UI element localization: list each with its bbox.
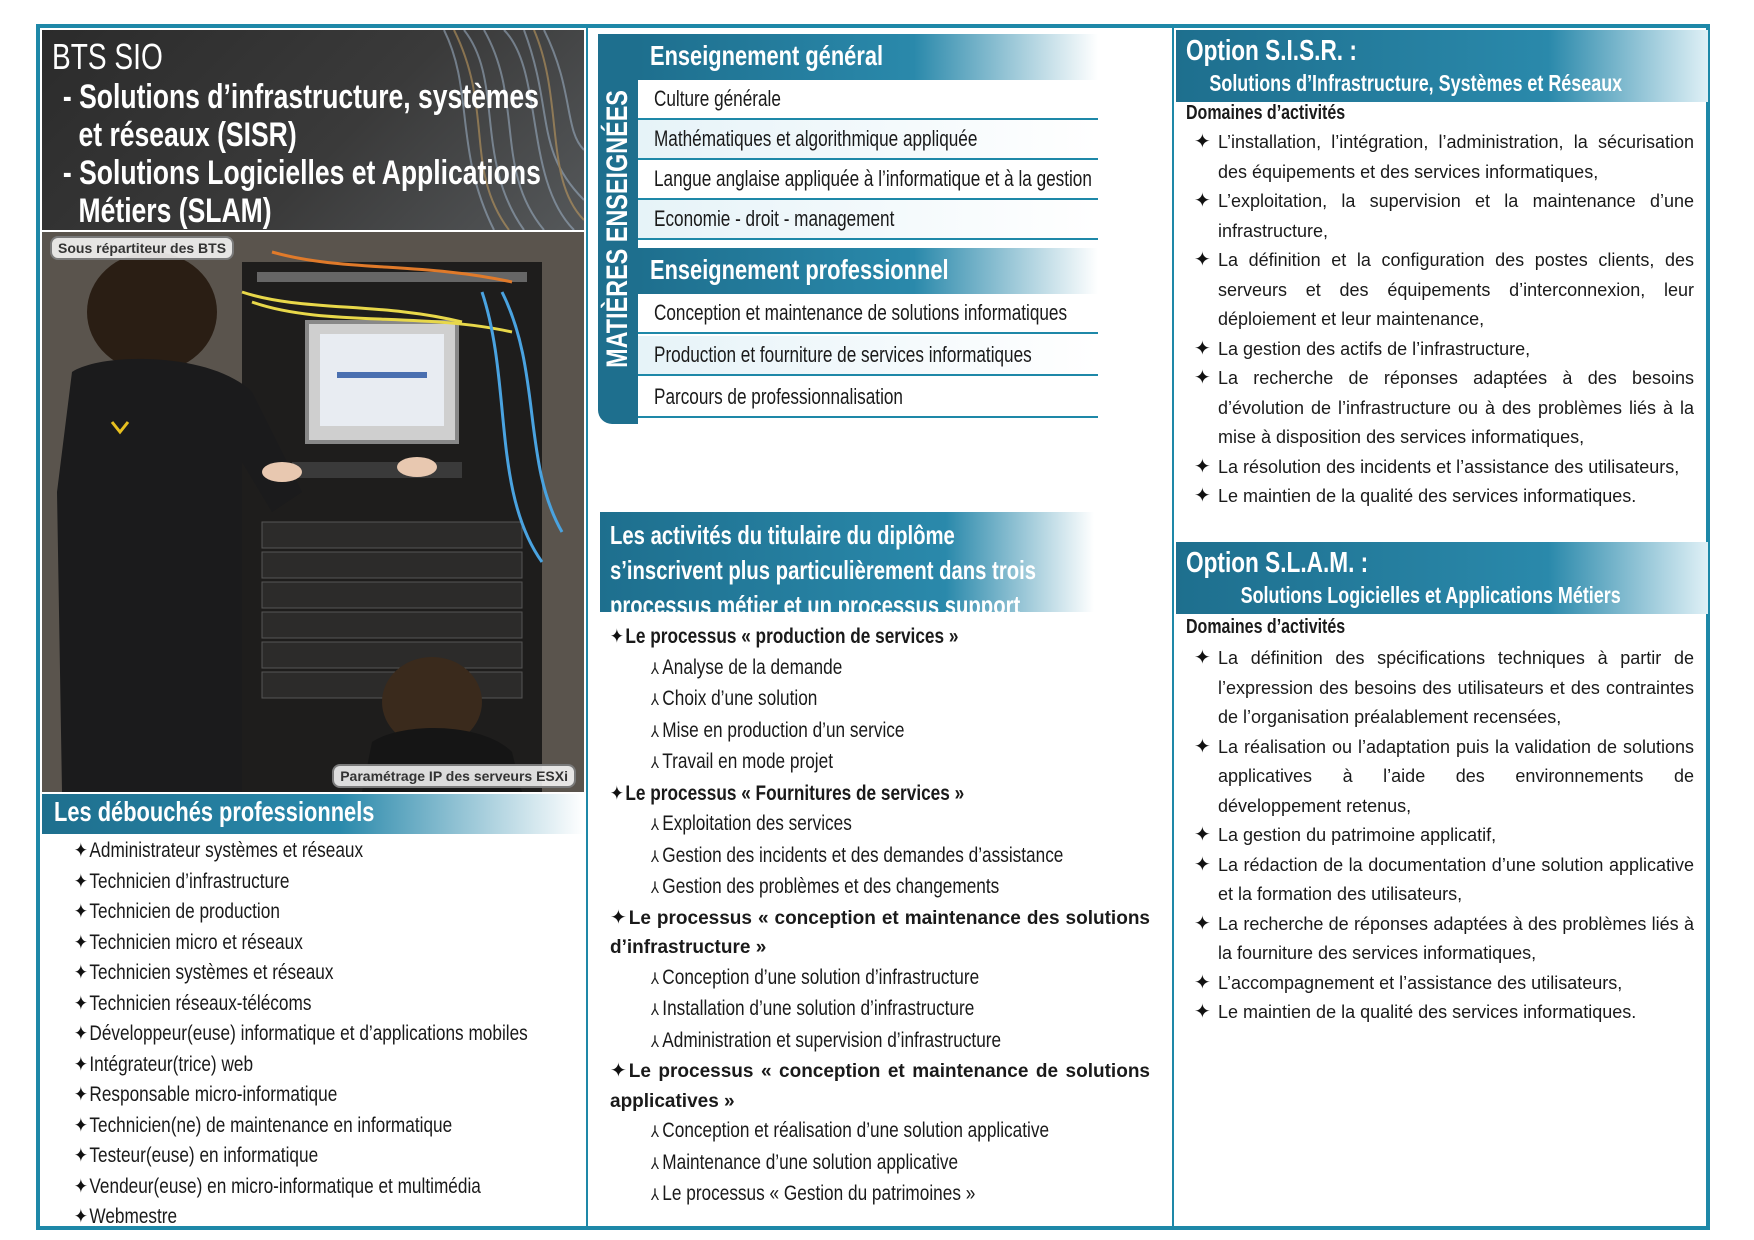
star-bullet-icon: ✦ [1194, 912, 1211, 935]
activity-item [1194, 128, 1694, 187]
list-item-text: Technicien de production [89, 900, 280, 923]
list-item [74, 1111, 528, 1142]
hero-line: Métiers (SLAM) [78, 192, 272, 230]
sisr-domaines-label: Domaines d’activités [1186, 102, 1346, 124]
processus-item [610, 963, 1061, 995]
photo-illustration [42, 232, 584, 792]
star-bullet-icon: ✦ [1194, 824, 1211, 846]
subject-row [638, 378, 1098, 418]
activites-heading-line: processus métier et un processus support [610, 590, 1021, 620]
subject-label: Mathématiques et algorithmique appliquée [654, 126, 978, 151]
triangle-bullet-icon: ⅄ [651, 660, 660, 678]
star-bullet-icon: ✦ [74, 1053, 88, 1076]
processus-heading-text: Le processus « conception et maintenance des solutions d’infrastructure » [610, 907, 1150, 958]
activity-item [1194, 821, 1694, 851]
pro-heading-text: Enseignement professionnel [650, 254, 949, 285]
processus-item-text: Conception d’une solution d’infrastructure [662, 965, 980, 989]
list-item-text: Testeur(euse) en informatique [89, 1144, 319, 1167]
activity-item-text: La recherche de réponses adaptées à des besoins d’évolution de l’infrastructure ou à des problèmes liés à la mise à disposition des services informatiques, [1218, 368, 1694, 447]
hero-title: BTS SIO [52, 36, 163, 77]
photo-caption: Sous répartiteur des BTS [50, 236, 234, 260]
list-item [74, 1141, 528, 1172]
star-bullet-icon: ✦ [74, 992, 88, 1015]
processus-item-text: Mise en production d’un service [662, 718, 905, 742]
activity-item-text: Le maintien de la qualité des services informatiques. [1218, 486, 1637, 506]
processus-item-text: Exploitation des services [662, 812, 852, 835]
list-item-text: Webmestre [89, 1205, 178, 1228]
activity-item-text: L’installation, l’intégration, l’administration, la sécurisation des équipements et des services informatiques, [1218, 132, 1694, 182]
processus-item [610, 716, 1061, 748]
activity-item-text: La définition et la configuration des postes clients, des serveurs et des équipements d’interconnexion, leur déploiement et leur maintenance, [1218, 250, 1694, 329]
sisr-heading [1176, 30, 1708, 102]
list-item-text: Technicien réseaux-télécoms [89, 991, 312, 1015]
star-bullet-icon: ✦ [1194, 367, 1211, 389]
processus-item-text: Installation d’une solution d’infrastructure [662, 997, 975, 1020]
list-item-text: Intégrateur(trice) web [89, 1052, 254, 1076]
activity-item [1194, 482, 1694, 512]
processus-heading [610, 1057, 1150, 1116]
general-heading [638, 34, 1098, 80]
star-bullet-icon: ✦ [74, 1145, 88, 1167]
star-bullet-icon: ✦ [1194, 1001, 1211, 1023]
processus-item [610, 1026, 1061, 1058]
list-item [74, 1019, 528, 1050]
middle-column [588, 28, 1172, 1226]
star-bullet-icon: ✦ [74, 1084, 88, 1106]
debouches-heading-text: Les débouchés professionnels [54, 796, 375, 827]
processus-item [610, 1179, 1061, 1211]
triangle-bullet-icon: ⅄ [651, 848, 660, 866]
subject-label: Production et fourniture de services informatiques [654, 342, 1032, 367]
activity-item-text: La définition des spécifications techniques à partir de l’expression des besoins des utilisateurs et des contraintes de l’organisation préalablement recensées, [1218, 648, 1694, 727]
list-item [74, 867, 528, 898]
subject-row [638, 336, 1098, 376]
list-item [74, 1202, 528, 1233]
triangle-bullet-icon: ⅄ [651, 1155, 660, 1173]
processus-item [610, 809, 1061, 841]
star-bullet-icon: ✦ [1194, 190, 1211, 212]
star-bullet-icon: ✦ [1194, 647, 1211, 669]
list-item [74, 989, 528, 1020]
star-bullet-icon: ✦ [1194, 131, 1211, 153]
star-bullet-icon: ✦ [1194, 735, 1211, 758]
star-bullet-icon: ✦ [610, 906, 627, 929]
list-item-text: Responsable micro-informatique [89, 1083, 338, 1106]
activity-item-text: L’accompagnement et l’assistance des utilisateurs, [1218, 972, 1623, 993]
list-item [74, 836, 528, 867]
processus-item-text: Administration et supervision d’infrastructure [662, 1028, 1002, 1052]
hero-line: - Solutions d’infrastructure, systèmes [62, 78, 539, 116]
processus-heading-text: Le processus « production de services » [625, 625, 959, 648]
processus-item [610, 872, 1061, 904]
star-bullet-icon: ✦ [1194, 249, 1211, 271]
processus-item-text: Travail en mode projet [662, 750, 833, 773]
subject-row [638, 120, 1098, 160]
triangle-bullet-icon: ⅄ [651, 1187, 660, 1204]
star-bullet-icon: ✦ [1194, 485, 1211, 507]
activity-item-text: La gestion des actifs de l’infrastructure, [1218, 338, 1531, 359]
activity-item-text: La gestion du patrimoine applicatif, [1218, 825, 1497, 845]
triangle-bullet-icon: ⅄ [651, 755, 660, 772]
slam-list [1194, 644, 1694, 1028]
activites-heading-line: Les activités du titulaire du diplôme [610, 520, 955, 550]
activity-item-text: Le maintien de la qualité des services informatiques. [1218, 1002, 1637, 1022]
processus-item [610, 841, 1064, 873]
triangle-bullet-icon: ⅄ [651, 692, 660, 709]
slam-domaines-label: Domaines d’activités [1186, 616, 1346, 638]
hero-banner [42, 30, 584, 230]
processus-item [610, 1116, 1061, 1148]
star-bullet-icon: ✦ [74, 962, 88, 984]
matieres-side-band [598, 34, 638, 424]
list-item-text: Technicien micro et réseaux [89, 930, 303, 954]
triangle-bullet-icon: ⅄ [651, 880, 660, 897]
subject-row [638, 294, 1098, 334]
processus-item-text: Gestion des problèmes et des changements [662, 875, 1000, 898]
activity-item-text: La rédaction de la documentation d’une solution applicative et la formation des utilisateurs, [1218, 854, 1694, 904]
processus-item [610, 653, 1061, 685]
activity-item [1194, 364, 1694, 453]
hero-line: et réseaux (SISR) [78, 116, 297, 154]
list-item [74, 1050, 528, 1081]
list-item [74, 958, 528, 989]
activity-item-text: La recherche de réponses adaptées à des problèmes liés à la fourniture des services informatiques, [1218, 913, 1694, 963]
brochure-frame [36, 24, 1710, 1230]
subject-label: Economie - droit - management [654, 206, 895, 231]
activity-item [1194, 733, 1694, 822]
processus-heading [610, 779, 1061, 810]
matieres-side-label: MATIÈRES ENSEIGNÉES [601, 90, 634, 368]
sisr-list [1194, 128, 1694, 512]
activity-item [1194, 335, 1694, 365]
activity-item-text: La résolution des incidents et l’assistance des utilisateurs, [1218, 456, 1680, 477]
processus-item-text: Le processus « Gestion du patrimoines » [662, 1182, 976, 1205]
star-bullet-icon: ✦ [74, 1114, 88, 1137]
activity-item [1194, 851, 1694, 910]
hero-line: - Solutions Logicielles et Applications [62, 154, 541, 192]
list-item [74, 897, 528, 928]
star-bullet-icon: ✦ [74, 1175, 88, 1198]
list-item [74, 1080, 528, 1111]
processus-list [610, 622, 1160, 1211]
triangle-bullet-icon: ⅄ [651, 970, 660, 988]
star-bullet-icon: ✦ [1194, 971, 1211, 994]
triangle-bullet-icon: ⅄ [651, 817, 660, 834]
activites-heading-line: s’inscrivent plus particulièrement dans trois [610, 555, 1037, 585]
subject-label: Conception et maintenance de solutions informatiques [654, 300, 1068, 325]
list-item-text: Développeur(euse) informatique et d’applications mobiles [89, 1022, 528, 1045]
activites-heading [600, 512, 1094, 620]
star-bullet-icon: ✦ [1194, 455, 1211, 478]
star-bullet-icon: ✦ [74, 1023, 88, 1045]
processus-item [610, 684, 1061, 716]
general-heading-text: Enseignement général [650, 40, 884, 71]
list-item-text: Technicien d’infrastructure [89, 869, 290, 893]
triangle-bullet-icon: ⅄ [651, 1124, 660, 1141]
star-bullet-icon: ✦ [610, 782, 624, 805]
activity-item [1194, 644, 1694, 733]
processus-item [610, 1148, 1061, 1180]
debouches-list [74, 836, 627, 1233]
activity-item [1194, 998, 1694, 1028]
processus-heading-text: Le processus « Fournitures de services » [625, 781, 965, 805]
star-bullet-icon: ✦ [610, 1060, 627, 1082]
subject-label: Langue anglaise appliquée à l’informatique et à la gestion [654, 166, 1092, 191]
star-bullet-icon: ✦ [1194, 337, 1211, 360]
subject-row [638, 160, 1098, 200]
processus-heading [610, 622, 1061, 653]
processus-item [610, 994, 1061, 1026]
list-item-text: Vendeur(euse) en micro-informatique et multimédia [89, 1174, 481, 1198]
list-item-text: Technicien systèmes et réseaux [89, 961, 334, 984]
left-column [40, 28, 586, 1226]
slam-heading [1176, 542, 1708, 614]
slam-subtitle: Solutions Logicielles et Applications Métiers [1240, 582, 1621, 608]
pro-heading [638, 248, 1098, 294]
activity-item-text: L’exploitation, la supervision et la maintenance d’une infrastructure, [1218, 191, 1694, 241]
right-column [1174, 28, 1710, 1226]
activity-item [1194, 246, 1694, 335]
sisr-subtitle: Solutions d’Infrastructure, Systèmes et Réseaux [1209, 70, 1623, 96]
activity-item [1194, 969, 1694, 999]
activity-item [1194, 910, 1694, 969]
photo-caption: Paramétrage IP des serveurs ESXi [332, 764, 576, 788]
debouches-heading [42, 794, 584, 834]
list-item [74, 1172, 528, 1203]
star-bullet-icon: ✦ [610, 626, 624, 648]
server-room-photo [42, 232, 584, 792]
list-item [74, 928, 528, 959]
processus-heading [610, 904, 1150, 963]
processus-item-text: Conception et réalisation d’une solution applicative [662, 1119, 1050, 1142]
processus-item-text: Gestion des incidents et des demandes d’assistance [662, 843, 1064, 867]
star-bullet-icon: ✦ [74, 901, 88, 923]
triangle-bullet-icon: ⅄ [651, 1002, 660, 1019]
matieres-block [598, 34, 1098, 424]
subject-label: Culture générale [654, 86, 781, 111]
subject-label: Parcours de professionnalisation [654, 384, 903, 409]
processus-item-text: Choix d’une solution [662, 687, 818, 710]
star-bullet-icon: ✦ [74, 931, 88, 954]
processus-heading-text: Le processus « conception et maintenance de solutions applicatives » [610, 1061, 1150, 1112]
list-item-text: Administrateur systèmes et réseaux [89, 839, 364, 862]
processus-item [610, 747, 1061, 779]
subject-row [638, 200, 1098, 240]
activity-item [1194, 453, 1694, 483]
triangle-bullet-icon: ⅄ [651, 723, 660, 741]
processus-item-text: Maintenance d’une solution applicative [662, 1150, 959, 1174]
star-bullet-icon: ✦ [74, 1206, 88, 1228]
triangle-bullet-icon: ⅄ [651, 1033, 660, 1051]
sisr-title: Option S.I.S.R. : [1186, 35, 1357, 67]
star-bullet-icon: ✦ [74, 870, 88, 893]
processus-item-text: Analyse de la demande [662, 655, 843, 679]
list-item-text: Technicien(ne) de maintenance en informatique [89, 1113, 453, 1137]
star-bullet-icon: ✦ [1194, 853, 1211, 876]
subject-row [638, 80, 1098, 120]
activity-item [1194, 187, 1694, 246]
slam-title: Option S.L.A.M. : [1186, 547, 1369, 579]
star-bullet-icon: ✦ [74, 840, 88, 862]
activity-item-text: La réalisation ou l’adaptation puis la validation de solutions applicatives à l’aide des environnements de développement retenus, [1218, 736, 1694, 816]
